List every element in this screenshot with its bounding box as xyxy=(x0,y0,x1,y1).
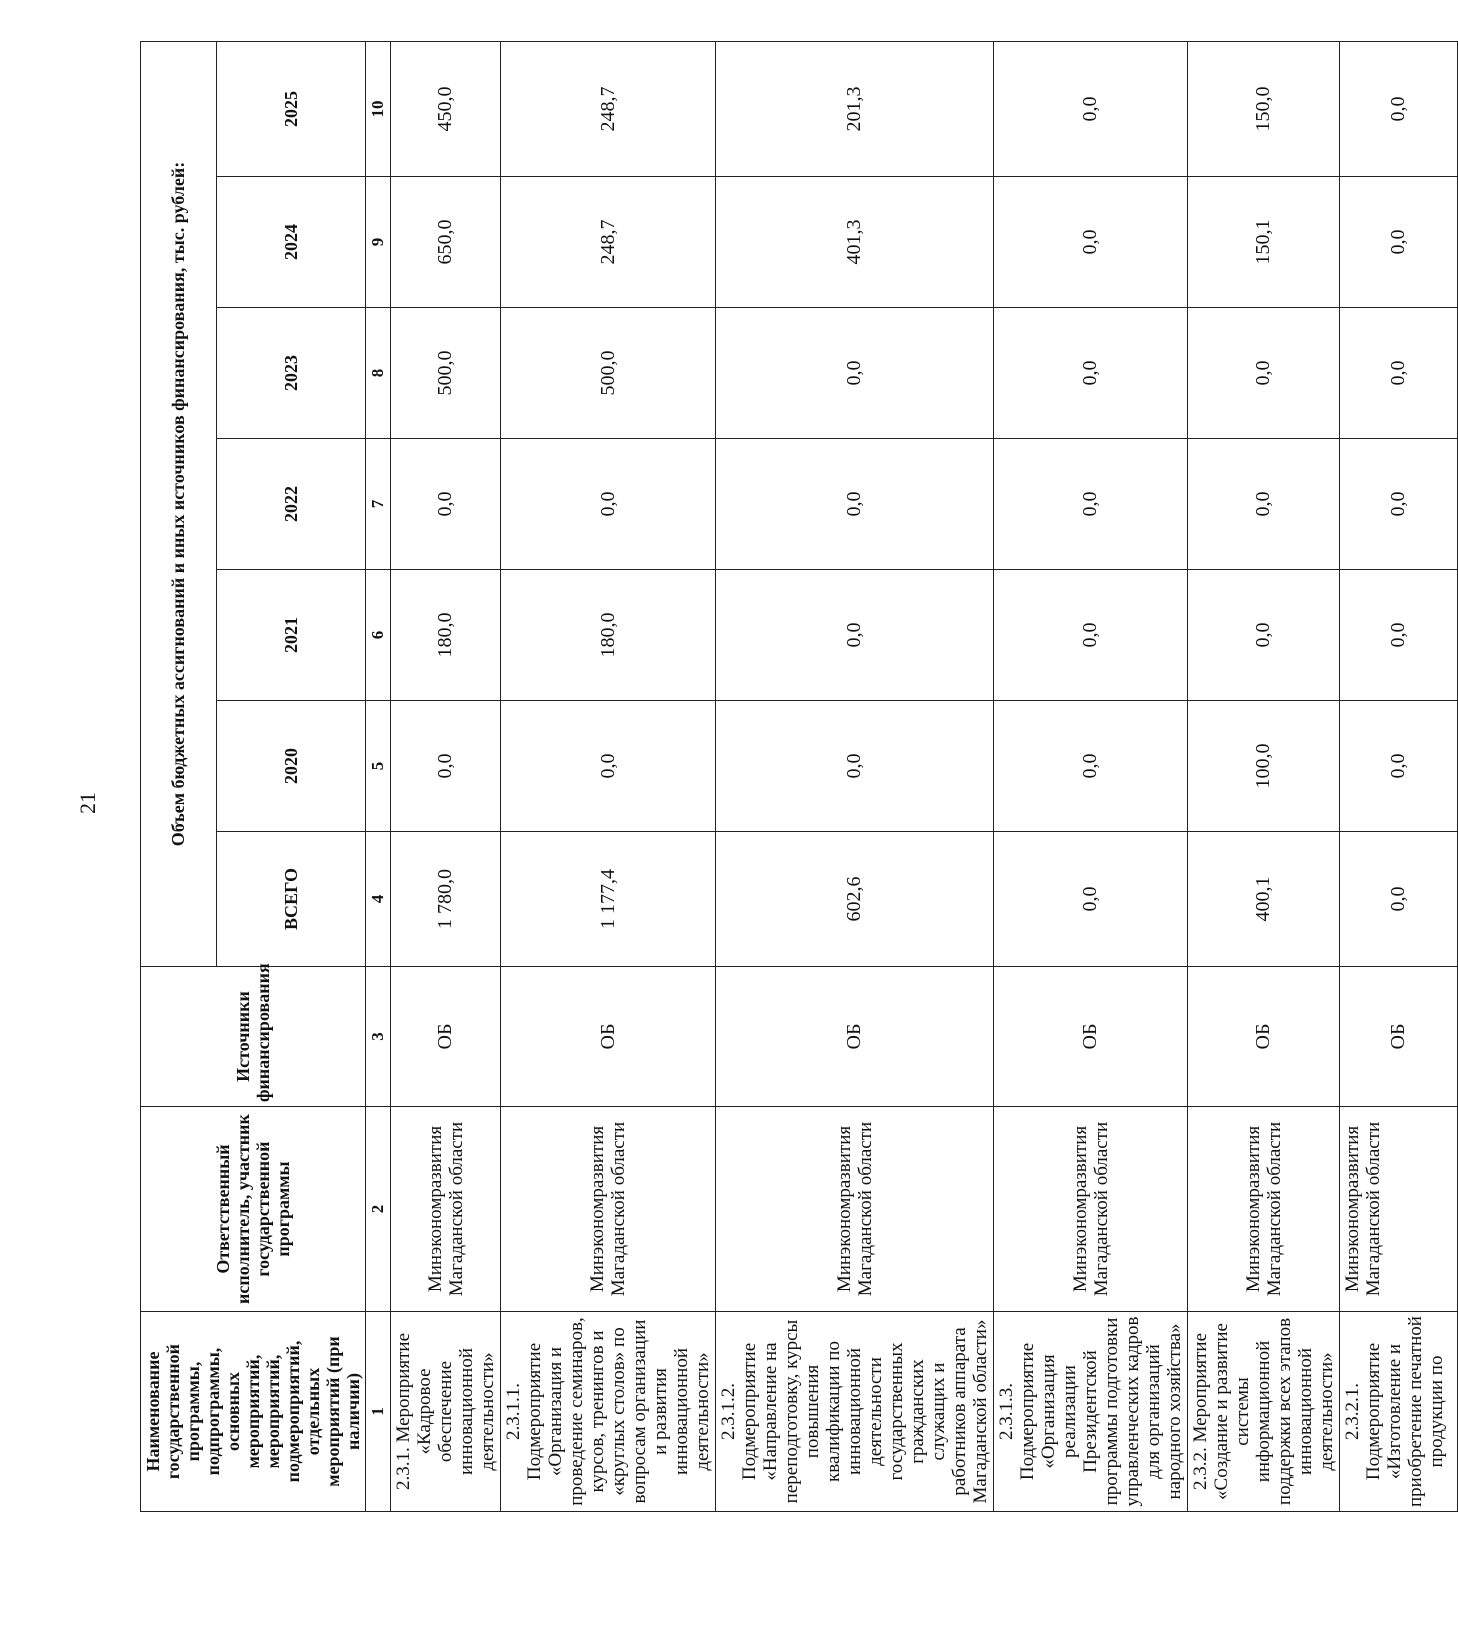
row-value: 0,0 xyxy=(716,701,994,832)
row-value: 0,0 xyxy=(994,832,1188,967)
row-value: 0,0 xyxy=(994,570,1188,701)
row-value: 0,0 xyxy=(716,570,994,701)
row-executor: Минэкономразвития Магаданской области xyxy=(391,1107,501,1312)
row-value: 1 780,0 xyxy=(391,832,501,967)
row-value: 0,0 xyxy=(994,41,1188,176)
row-value: 0,0 xyxy=(994,701,1188,832)
row-value: 180,0 xyxy=(501,570,716,701)
row-value: 248,7 xyxy=(501,177,716,308)
table-row xyxy=(716,41,994,1511)
row-value: 0,0 xyxy=(716,308,994,439)
row-value: 450,0 xyxy=(391,41,501,176)
row-source: ОБ xyxy=(501,967,716,1107)
column-number: 8 xyxy=(366,308,391,439)
row-value: 0,0 xyxy=(1188,570,1340,701)
row-value: 0,0 xyxy=(994,308,1188,439)
row-executor: Минэкономразвития Магаданской области xyxy=(501,1107,716,1312)
row-name: 2.3.2.1. Подмероприятие «Изготовление и приобретение печатной продукции по xyxy=(1340,1312,1458,1512)
row-value: 0,0 xyxy=(391,439,501,570)
row-name: 2.3.1.2. Подмероприятие «Направление на переподготовку, курсы повышения квалификации по инновационной деятельности государственных гражданских служащих и работников аппарата Магаданской области» xyxy=(716,1312,994,1512)
row-value: 0,0 xyxy=(391,701,501,832)
page-number: 21 xyxy=(75,792,100,814)
row-value: 0,0 xyxy=(1340,41,1458,176)
column-number: 10 xyxy=(366,41,391,176)
row-source: ОБ xyxy=(994,967,1188,1107)
row-value: 0,0 xyxy=(1340,439,1458,570)
rotated-table-container xyxy=(140,42,1447,1512)
row-value: 0,0 xyxy=(1340,570,1458,701)
table-row xyxy=(501,41,716,1511)
header-year: 2024 xyxy=(216,177,365,308)
column-number: 2 xyxy=(366,1107,391,1312)
row-value: 0,0 xyxy=(716,439,994,570)
column-number: 6 xyxy=(366,570,391,701)
row-name: 2.3.1. Мероприятие «Кадровое обеспечение инновационной деятельности» xyxy=(391,1312,501,1512)
row-executor: Минэкономразвития Магаданской области xyxy=(716,1107,994,1312)
row-value: 100,0 xyxy=(1188,701,1340,832)
column-number: 4 xyxy=(366,832,391,967)
row-value: 401,3 xyxy=(716,177,994,308)
row-value: 0,0 xyxy=(1340,177,1458,308)
row-value: 150,0 xyxy=(1188,41,1340,176)
row-value: 248,7 xyxy=(501,41,716,176)
header-year: 2023 xyxy=(216,308,365,439)
header-year: 2021 xyxy=(216,570,365,701)
row-value: 400,1 xyxy=(1188,832,1340,967)
row-value: 1 177,4 xyxy=(501,832,716,967)
header-source: Источники финансирования xyxy=(141,967,366,1107)
header-row-1 xyxy=(141,41,217,1511)
row-source: ОБ xyxy=(1340,967,1458,1107)
column-number-row xyxy=(366,41,391,1511)
column-number: 5 xyxy=(366,701,391,832)
row-source: ОБ xyxy=(1188,967,1340,1107)
header-executor: Ответственный исполнитель, участник государственной программы xyxy=(141,1107,366,1312)
row-name: 2.3.1.1. Подмероприятие «Организация и проведение семинаров, курсов, тренингов и «круглых столов» по вопросам организации и развития инновационной деятельности» xyxy=(501,1312,716,1512)
row-value: 0,0 xyxy=(994,439,1188,570)
column-number: 1 xyxy=(366,1312,391,1512)
table-row xyxy=(994,41,1188,1511)
row-value: 0,0 xyxy=(501,701,716,832)
header-year: ВСЕГО xyxy=(216,832,365,967)
column-number: 9 xyxy=(366,177,391,308)
row-value: 201,3 xyxy=(716,41,994,176)
row-value: 602,6 xyxy=(716,832,994,967)
row-source: ОБ xyxy=(716,967,994,1107)
funding-table xyxy=(140,41,1458,1512)
row-value: 0,0 xyxy=(1340,308,1458,439)
row-value: 0,0 xyxy=(1340,701,1458,832)
row-value: 0,0 xyxy=(1340,832,1458,967)
row-value: 0,0 xyxy=(1188,308,1340,439)
table-row xyxy=(391,41,501,1511)
row-value: 650,0 xyxy=(391,177,501,308)
row-executor: Минэкономразвития Магаданской области xyxy=(1188,1107,1340,1312)
header-funding: Объем бюджетных ассигнований и иных источников финансирования, тыс. рублей: xyxy=(141,41,217,966)
column-number: 3 xyxy=(366,967,391,1107)
row-value: 0,0 xyxy=(994,177,1188,308)
header-year: 2025 xyxy=(216,41,365,176)
row-value: 150,1 xyxy=(1188,177,1340,308)
header-name: Наименование государственной программы, подпрограммы, основных мероприятий, мероприятий, подмероприятий, отдельных мероприятий (при наличии) xyxy=(141,1312,366,1512)
table-row xyxy=(1340,41,1458,1511)
column-number: 7 xyxy=(366,439,391,570)
row-value: 180,0 xyxy=(391,570,501,701)
row-value: 0,0 xyxy=(501,439,716,570)
header-year: 2022 xyxy=(216,439,365,570)
row-value: 0,0 xyxy=(1188,439,1340,570)
row-executor: Минэкономразвития Магаданской области xyxy=(1340,1107,1458,1312)
row-name: 2.3.1.3. Подмероприятие «Организация реализации Президентской программы подготовки управленческих кадров для организаций народного хозяйства» xyxy=(994,1312,1188,1512)
row-source: ОБ xyxy=(391,967,501,1107)
row-name: 2.3.2. Мероприятие «Создание и развитие системы информационной поддержки всех этапов инновационной деятельности» xyxy=(1188,1312,1340,1512)
row-executor: Минэкономразвития Магаданской области xyxy=(994,1107,1188,1312)
row-value: 500,0 xyxy=(391,308,501,439)
header-year: 2020 xyxy=(216,701,365,832)
row-value: 500,0 xyxy=(501,308,716,439)
table-row xyxy=(1188,41,1340,1511)
